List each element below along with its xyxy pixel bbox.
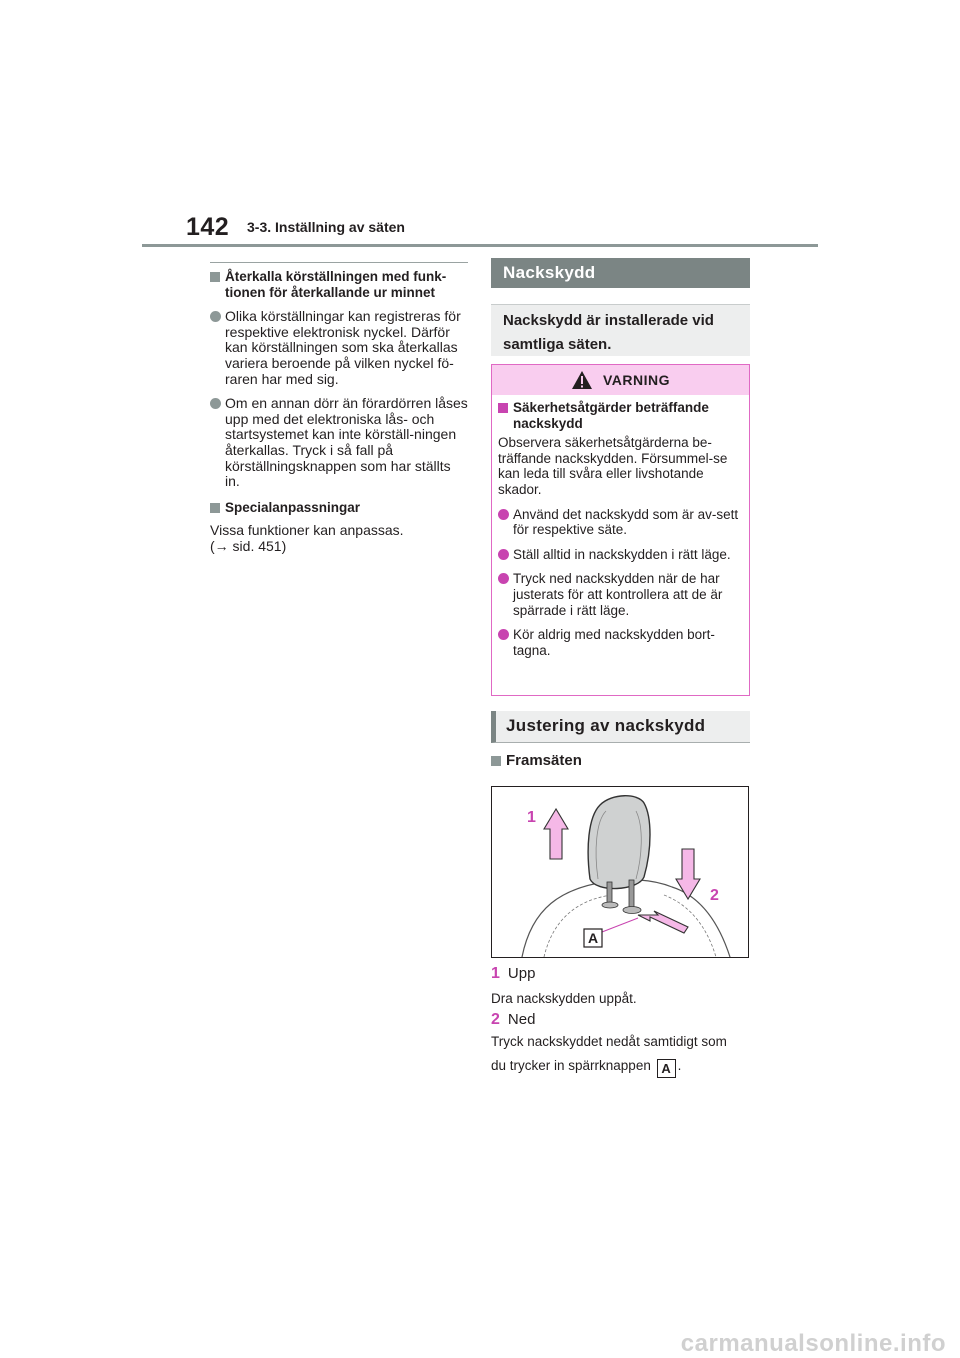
figure-label-2: 2 (710, 887, 719, 904)
round-bullet-icon (498, 509, 509, 520)
page-reference-link[interactable]: (→ sid. 451) (210, 537, 287, 554)
step-2 (491, 1011, 535, 1029)
round-bullet-icon (498, 573, 509, 584)
square-bullet-icon (210, 503, 220, 513)
left-column (210, 262, 468, 555)
intro-box: Nackskydd är installerade vid samtliga säten. (491, 304, 750, 356)
customization-text: Vissa funktioner kan anpassas. (→ sid. 451) (210, 523, 468, 554)
warning-triangle-icon (571, 370, 593, 390)
square-bullet-icon (210, 272, 220, 282)
watermark: carmanualsonline.info (680, 1330, 946, 1357)
inline-label-a: A (657, 1059, 676, 1078)
step-label: Upp (507, 965, 536, 982)
step-1-description: Dra nackskydden uppåt. (491, 991, 637, 1006)
left-column-divider (210, 262, 468, 263)
customization-heading: Specialanpassningar (210, 500, 468, 516)
arrow-up-icon (544, 809, 568, 859)
figure-label-a: A (587, 930, 599, 946)
section-title: 3-3. Inställning av säten (247, 219, 405, 235)
warning-text: Observera säkerhetsåtgärderna be-träffande nackskydden. Försummel-se kan leda till svåra eller livshotande skador. (498, 435, 728, 497)
warning-body (492, 395, 749, 658)
warning-header: VARNING (492, 365, 749, 395)
step-2-description-line1: Tryck nackskyddet nedåt samtidigt som (491, 1034, 727, 1049)
round-bullet-icon (210, 398, 221, 409)
round-bullet-icon (498, 629, 509, 640)
warning-box (491, 364, 750, 696)
step-number: 1 (491, 965, 500, 982)
list-item: Ställ alltid in nackskydden i rätt läge. (498, 547, 743, 563)
figure-label-1: 1 (527, 809, 536, 826)
round-bullet-icon (210, 311, 221, 322)
justering-title: Justering av nackskydd (491, 711, 750, 743)
list-item: Om en annan dörr än förardörren låses upp med det elektroniska lås- och startsystemet kan inte körställ-ningen återkallas. Tryck i så fall på körställningsknappen som har ställts in. (210, 396, 468, 490)
header-divider (142, 244, 818, 247)
step-label: Ned (507, 1011, 536, 1028)
warning-heading: Säkerhetsåtgärder beträffande nackskydd (498, 400, 743, 431)
round-bullet-icon (498, 549, 509, 560)
list-item: Olika körställningar kan registreras för respektive elektronisk nyckel. Därför kan körställningen som ska återkallas variera beroende på vilken nyckel fö-raren har med sig. (210, 309, 468, 387)
arrow-press-icon (638, 911, 688, 933)
recall-heading: Återkalla körställningen med funk-tionen för återkallande ur minnet (210, 269, 468, 300)
arrow-down-icon (676, 849, 700, 899)
step-number: 2 (491, 1011, 500, 1028)
headrest-illustration (491, 786, 749, 958)
list-item: Tryck ned nackskydden när de har justerats för att kontrollera att de är spärrade i rätt läge. (498, 571, 743, 618)
square-bullet-icon (498, 403, 508, 413)
step-2-description-line2: du trycker in spärrknappen A . (491, 1058, 682, 1076)
page-number: 142 (186, 213, 230, 241)
framsaten-heading: Framsäten (491, 752, 960, 769)
nackskydd-title: Nackskydd (491, 258, 750, 288)
step-1 (491, 965, 535, 983)
list-item: Använd det nackskydd som är av-sett för respektive säte. (498, 507, 743, 538)
list-item: Kör aldrig med nackskydden bort-tagna. (498, 627, 743, 658)
square-bullet-icon (491, 756, 501, 766)
